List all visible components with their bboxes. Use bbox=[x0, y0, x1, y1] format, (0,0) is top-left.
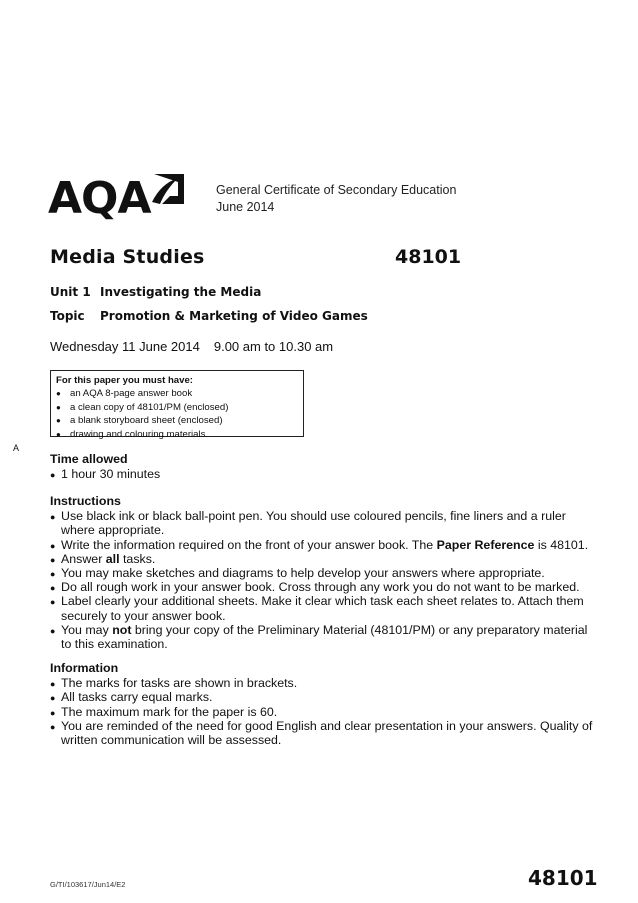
aqa-tick-icon bbox=[148, 172, 186, 206]
instructions-heading: Instructions bbox=[50, 494, 121, 508]
list-item: ● Answer all tasks. bbox=[50, 552, 595, 566]
list-item: ● Write the information required on the front of your answer book. The Paper Reference is 48101. bbox=[50, 538, 595, 552]
list-item: ● Use black ink or black ball-point pen. You should use coloured pencils, fine liners and a ruler where appropriate. bbox=[50, 509, 595, 537]
list-item: ● You may not bring your copy of the Preliminary Material (48101/PM) or any preparatory material to this examination. bbox=[50, 623, 595, 651]
footer-paper-reference: 48101 bbox=[528, 866, 598, 890]
time-allowed-heading: Time allowed bbox=[50, 452, 128, 466]
list-item: ● a clean copy of 48101/PM (enclosed) bbox=[56, 401, 303, 414]
exam-date-time bbox=[50, 339, 333, 354]
logo-text: AQA bbox=[48, 173, 151, 224]
exam-time: 9.00 am to 10.30 am bbox=[213, 339, 334, 354]
list-item: ● a blank storyboard sheet (enclosed) bbox=[56, 414, 303, 427]
topic-row bbox=[50, 309, 368, 323]
subject-title: Media Studies bbox=[50, 246, 205, 268]
list-item: ● an AQA 8-page answer book bbox=[56, 387, 303, 400]
time-allowed-section bbox=[50, 452, 595, 481]
information-heading: Information bbox=[50, 661, 119, 675]
list-item: ● You may make sketches and diagrams to help develop your answers where appropriate. bbox=[50, 566, 595, 580]
paper-reference: 48101 bbox=[395, 246, 462, 268]
topic-label: Topic bbox=[50, 309, 85, 323]
certificate-title: General Certificate of Secondary Education bbox=[216, 183, 457, 197]
unit-label: Unit 1 bbox=[50, 285, 91, 299]
exam-date: Wednesday 11 June 2014 bbox=[50, 339, 200, 354]
materials-heading: For this paper you must have: bbox=[56, 375, 194, 386]
topic-value: Promotion & Marketing of Video Games bbox=[100, 309, 368, 323]
aqa-logo bbox=[48, 172, 188, 222]
list-item: ● Label clearly your additional sheets. Make it clear which task each sheet relates to. Attach them securely to your answer book. bbox=[50, 594, 595, 622]
list-item: ● You are reminded of the need for good English and clear presentation in your answers. Quality of written communication will be assessed. bbox=[50, 719, 595, 747]
list-item: ● The maximum mark for the paper is 60. bbox=[50, 705, 595, 719]
certificate-info bbox=[216, 182, 456, 216]
list-item: ● Do all rough work in your answer book. Cross through any work you do not want to be marked. bbox=[50, 580, 595, 594]
unit-row bbox=[50, 285, 261, 299]
information-section bbox=[50, 661, 595, 747]
list-item: ● The marks for tasks are shown in brackets. bbox=[50, 676, 595, 690]
exam-session: June 2014 bbox=[216, 200, 275, 214]
side-letter: A bbox=[13, 443, 20, 453]
list-item: ● drawing and colouring materials. bbox=[56, 428, 303, 441]
footer-code: G/TI/103617/Jun14/E2 bbox=[50, 880, 126, 889]
list-item: ● All tasks carry equal marks. bbox=[50, 690, 595, 704]
unit-value: Investigating the Media bbox=[100, 285, 262, 299]
materials-box bbox=[50, 370, 304, 440]
instructions-section bbox=[50, 494, 595, 651]
list-item: ● 1 hour 30 minutes bbox=[50, 467, 595, 481]
